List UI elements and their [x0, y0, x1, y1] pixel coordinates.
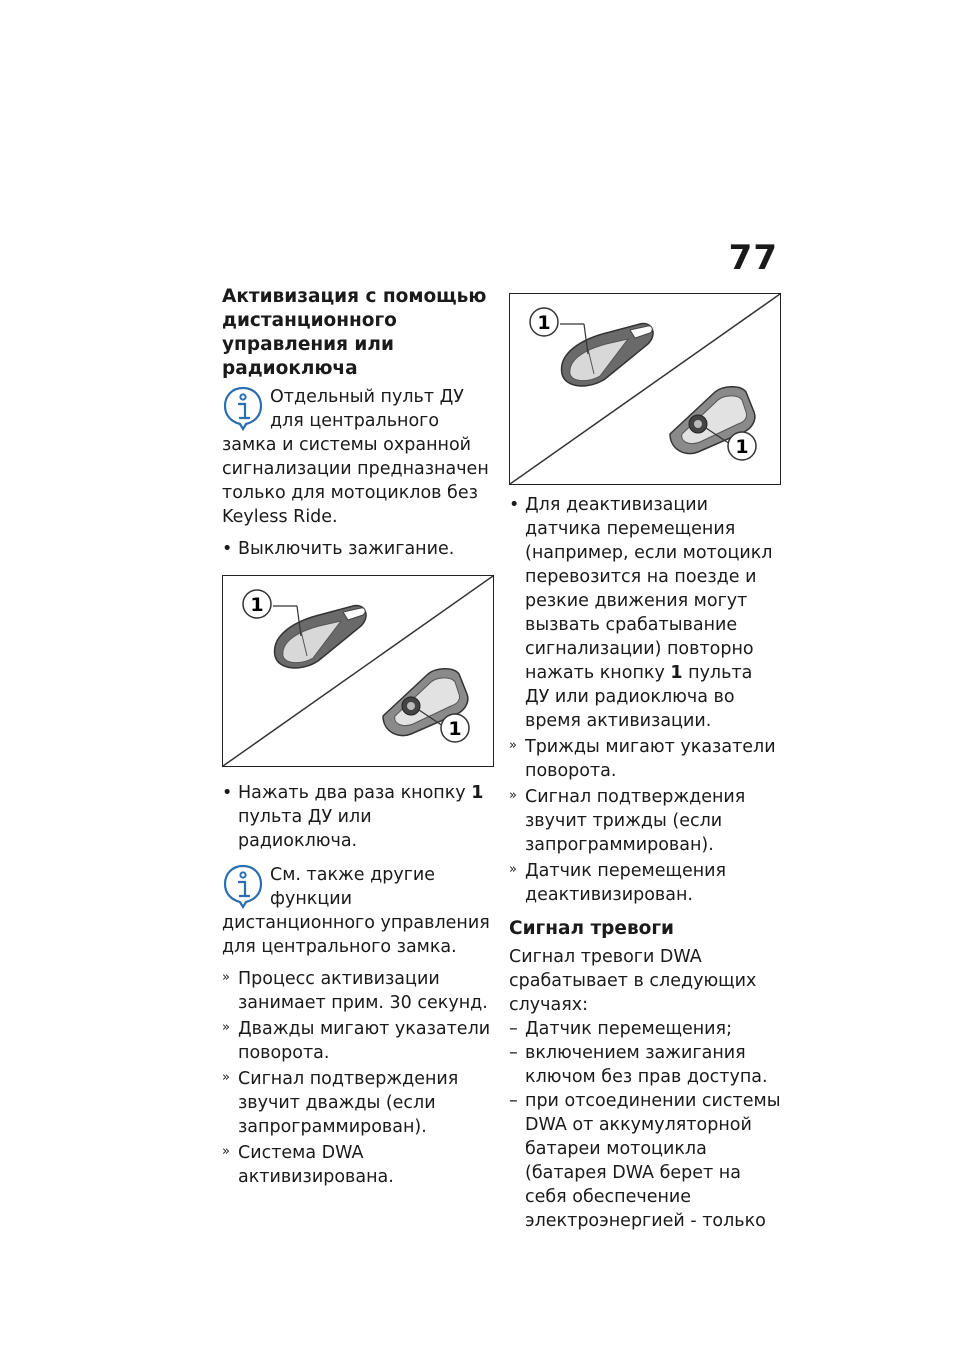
note-text: См. также другие функции дистанционного управления для центрального замка.: [222, 865, 490, 957]
result-item: » Датчик перемещения деактивизирован.: [509, 859, 781, 907]
result-item: » Дважды мигают указатели поворота.: [222, 1017, 494, 1065]
instruction-step: [509, 493, 781, 733]
list-item: – Датчик перемещения;: [509, 1017, 781, 1041]
keyfob-figure: [222, 575, 494, 767]
keyfob-icon: [275, 606, 367, 668]
section-heading: Сигнал тревоги: [509, 918, 675, 939]
list-item: – при отсоединении системы DWA от аккумуляторной батареи мотоцикла (батарея DWA берет на себя обеспечение электроэнергией - только: [509, 1089, 781, 1233]
button-number: 1: [471, 783, 484, 803]
figure-label: 1: [250, 594, 264, 616]
figure-label: 1: [448, 718, 462, 740]
list-item: – включением зажигания ключом без прав доступа.: [509, 1041, 781, 1089]
info-icon: [222, 385, 264, 431]
section-heading: Активизация с помощью дистанционного управления или радиоключа: [222, 286, 487, 379]
note-text: Отдельный пульт ДУ для центрального замка и системы охранной сигнализации предназначен только для мотоциклов без Keyless Ride.: [222, 387, 489, 527]
page-number: 77: [728, 238, 778, 278]
step-text: пульта ДУ или радиоключа во время активизации.: [525, 663, 753, 731]
left-column: [222, 285, 494, 1189]
result-item: » Сигнал подтверждения звучит трижды (если запрограммирован).: [509, 785, 781, 857]
result-item: » Процесс активизации занимает прим. 30 секунд.: [222, 967, 494, 1015]
button-number: 1: [670, 663, 683, 683]
step-text: Для деактивизации датчика перемещения (например, если мотоцикл перевозится на поезде и резкие движения могут вызвать срабатывание сигнализации) повторно нажать кнопку: [525, 495, 773, 683]
step-text: пульта ДУ или радиоключа.: [238, 807, 372, 851]
step-text: Нажать два раза кнопку: [238, 783, 472, 803]
right-column: [509, 293, 781, 1233]
result-item: » Трижды мигают указатели поворота.: [509, 735, 781, 783]
result-item: » Система DWA активизирована.: [222, 1141, 494, 1189]
paragraph: Сигнал тревоги DWA срабатывает в следующих случаях:: [509, 947, 757, 1015]
keyfob-figure: [509, 293, 781, 485]
info-note: [222, 863, 494, 959]
keyfob-illustration: [223, 576, 493, 766]
instruction-step: [222, 781, 494, 853]
info-icon: [222, 863, 264, 909]
keyfob-illustration: [510, 294, 780, 484]
figure-label: 1: [537, 312, 551, 334]
info-note: [222, 385, 494, 529]
keyfob-icon: [562, 324, 654, 386]
instruction-step: • Выключить зажигание.: [222, 537, 494, 561]
figure-label: 1: [735, 436, 749, 458]
result-item: » Сигнал подтверждения звучит дважды (если запрограммирован).: [222, 1067, 494, 1139]
